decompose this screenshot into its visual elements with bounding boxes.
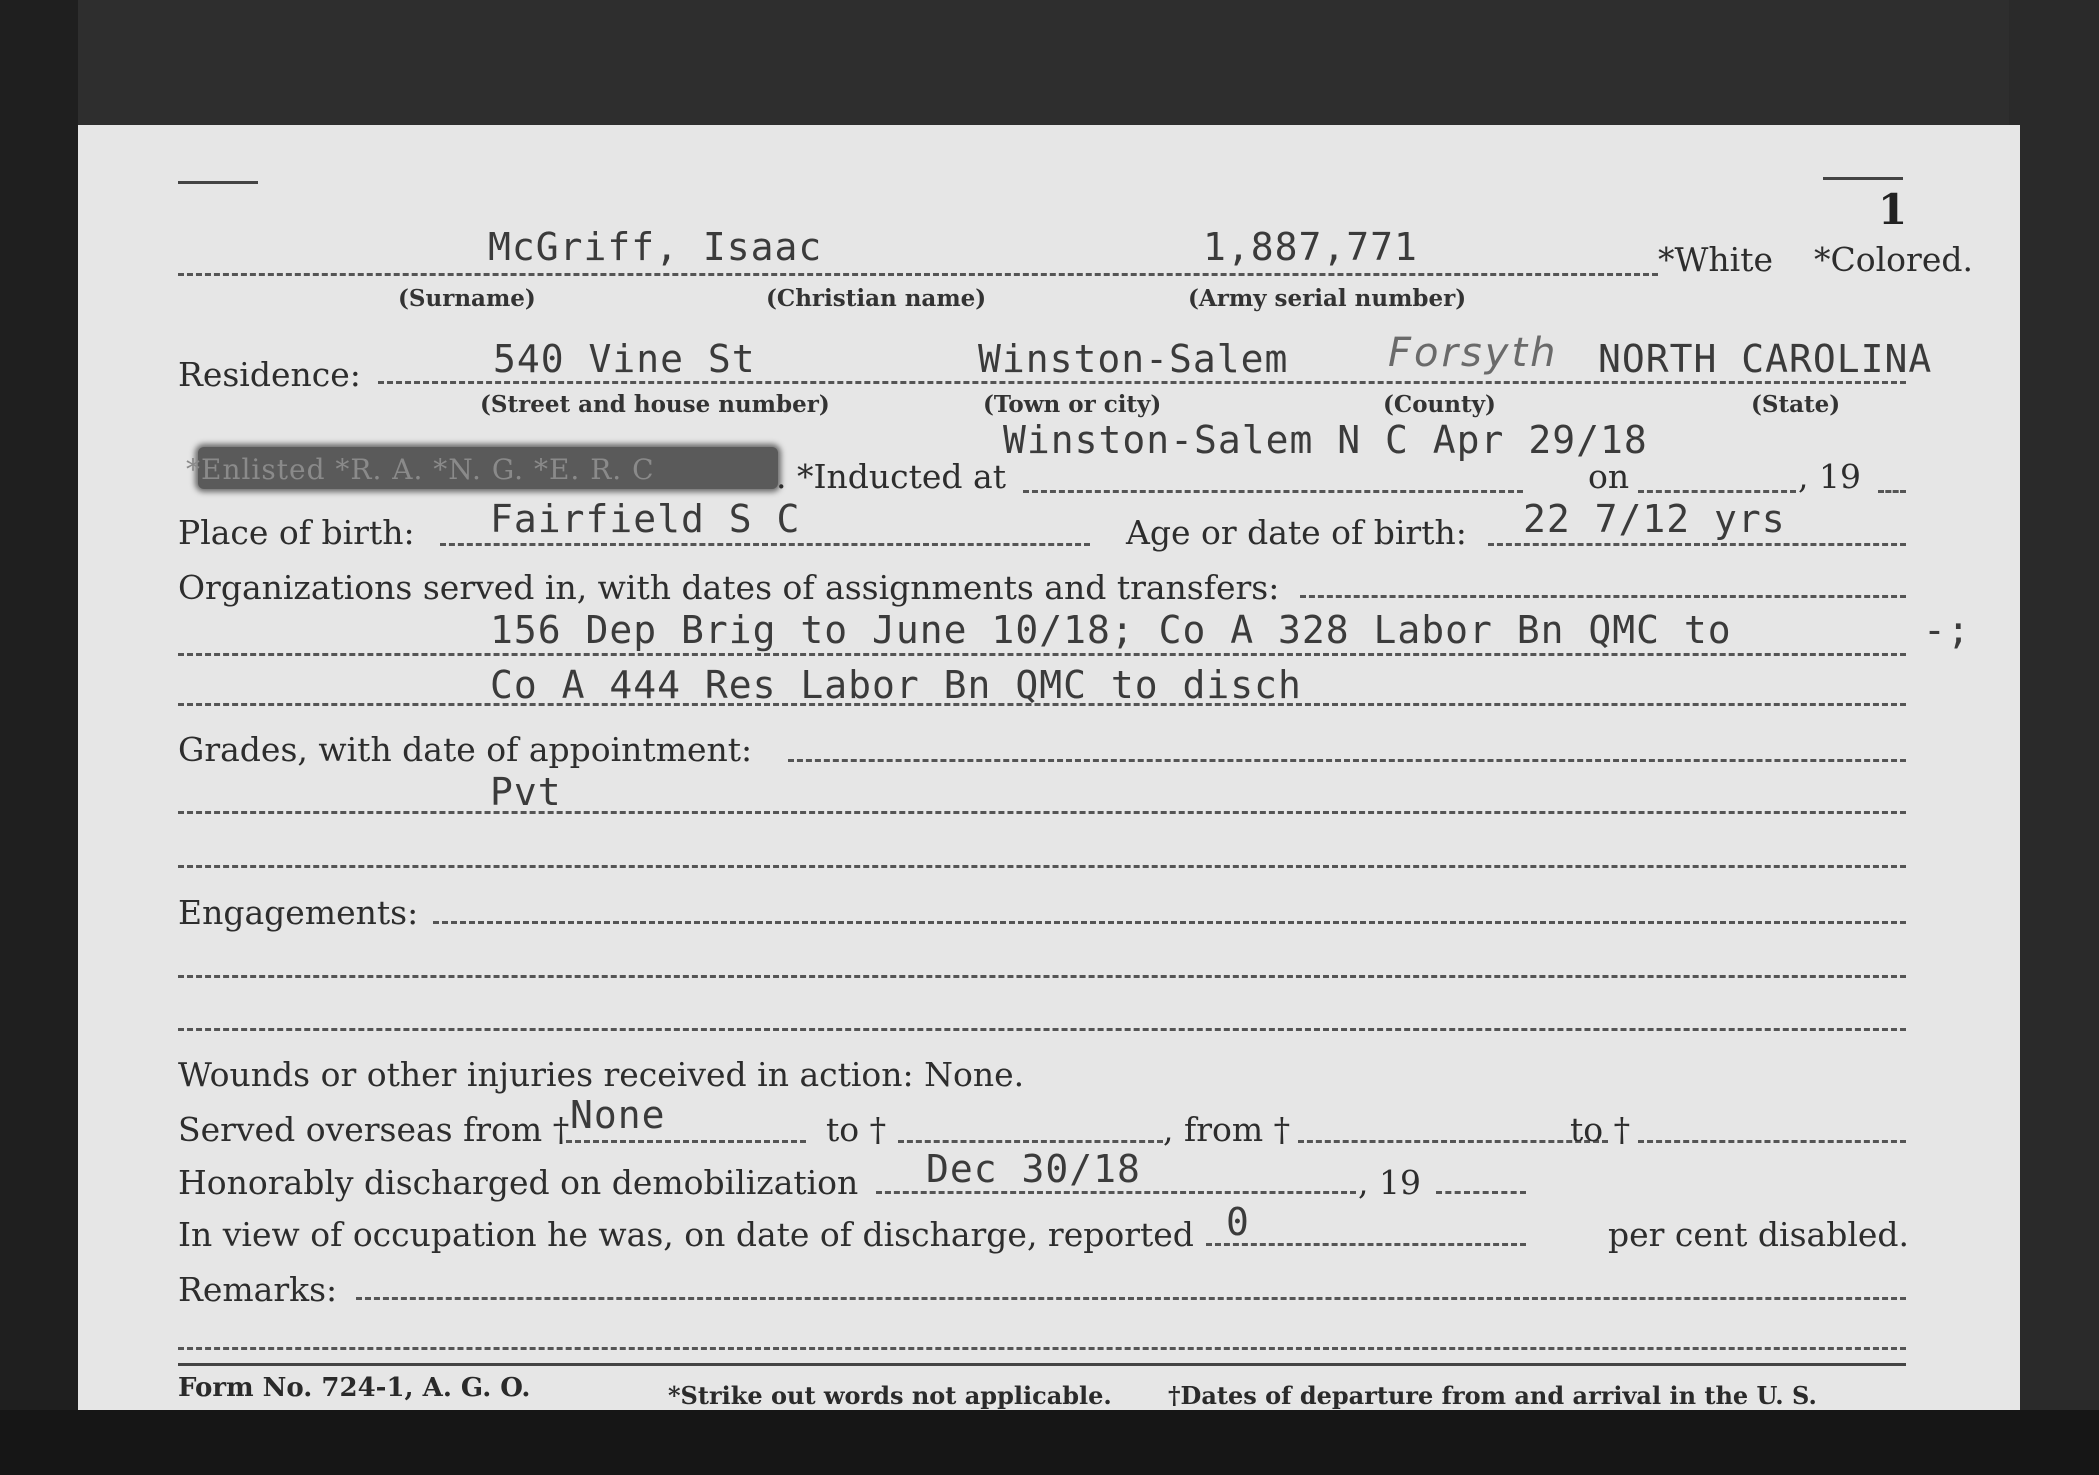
disability-label: In view of occupation he was, on date of discharge, reported — [178, 1215, 1194, 1254]
overseas-to2-line — [1638, 1140, 1906, 1143]
town-caption: (Town or city) — [983, 391, 1162, 418]
grades-label: Grades, with date of appointment: — [178, 730, 753, 769]
overseas-from2-label: , from † — [1163, 1110, 1291, 1149]
discharge-line — [876, 1191, 1356, 1194]
induction-place-date: Winston-Salem N C Apr 29/18 — [1003, 418, 1648, 462]
discharge-date: Dec 30/18 — [926, 1147, 1141, 1191]
top-right-rule — [1823, 177, 1903, 180]
place-of-birth-label: Place of birth: — [178, 513, 415, 552]
grades-rule-2 — [178, 865, 1906, 868]
residence-county: Forsyth — [1388, 330, 1559, 376]
serial-caption: (Army serial number) — [1188, 285, 1467, 312]
serial-value: 1,887,771 — [1203, 225, 1418, 269]
overseas-to-line — [898, 1140, 1163, 1143]
form-number: Form No. 724-1, A. G. O. — [178, 1373, 531, 1403]
inducted-at-line — [1023, 490, 1523, 493]
discharge-year-label: , 19 — [1358, 1163, 1421, 1202]
footer-rule — [178, 1363, 1906, 1366]
christian-name-caption: (Christian name) — [766, 285, 987, 312]
disability-value: 0 — [1226, 1200, 1250, 1244]
overseas-from-label: Served overseas from † — [178, 1110, 570, 1149]
scan-border-right — [2009, 0, 2099, 1475]
residence-line — [378, 381, 1906, 384]
scan-border-bottom — [0, 1410, 2099, 1475]
disability-suffix: per cent disabled. — [1608, 1215, 1910, 1254]
service-record-card — [78, 125, 2020, 1410]
inducted-on-line — [1638, 490, 1796, 493]
name-line — [178, 273, 1658, 276]
place-of-birth-line — [440, 543, 1090, 546]
remarks-rule-1 — [178, 1347, 1906, 1350]
surname-caption: (Surname) — [398, 285, 536, 312]
residence-town: Winston-Salem — [978, 337, 1289, 381]
organizations-line-1: 156 Dep Brig to June 10/18; Co A 328 Labor Bn QMC to — [490, 608, 1732, 652]
discharge-year-line — [1436, 1191, 1526, 1194]
street-caption: (Street and house number) — [480, 391, 830, 418]
top-left-rule — [178, 181, 258, 184]
age-label: Age or date of birth: — [1126, 513, 1467, 552]
engagements-rule-2 — [178, 1028, 1906, 1031]
grades-value: Pvt — [490, 770, 562, 814]
redacted-enlisted-options: *Enlisted *R. A. *N. G. *E. R. C — [186, 453, 655, 486]
inducted-at-label: . *Inducted at — [776, 457, 1006, 496]
age-line — [1488, 543, 1906, 546]
race-colored-label: *Colored. — [1814, 240, 1973, 279]
surname-value: McGriff, Isaac — [488, 225, 823, 269]
overseas-from-value: None — [570, 1093, 666, 1137]
remarks-label-line — [356, 1297, 1906, 1300]
overseas-from-line — [566, 1140, 806, 1143]
scan-border-top — [0, 0, 2099, 125]
wounds-label: Wounds or other injuries received in action: None. — [178, 1055, 1025, 1094]
footnote-dates: †Dates of departure from and arrival in the U. S. — [1168, 1381, 1817, 1410]
organizations-rule-1 — [178, 653, 1906, 656]
scan-border-left — [0, 0, 78, 1475]
residence-label: Residence: — [178, 355, 361, 394]
engagements-rule-1 — [178, 975, 1906, 978]
residence-street: 540 Vine St — [493, 337, 756, 381]
organizations-line-1-suffix: -; — [1923, 608, 1971, 652]
residence-state: NORTH CAROLINA — [1598, 337, 1933, 381]
organizations-rule-2 — [178, 703, 1906, 706]
overseas-to2-label: to † — [1570, 1110, 1631, 1149]
organizations-label: Organizations served in, with dates of assignments and transfers: — [178, 568, 1280, 607]
state-caption: (State) — [1751, 391, 1841, 418]
grades-rule-1 — [178, 811, 1906, 814]
disability-line — [1206, 1243, 1526, 1246]
discharge-label: Honorably discharged on demobilization — [178, 1163, 859, 1202]
organizations-label-line — [1300, 595, 1906, 598]
engagements-label-line — [433, 921, 1906, 924]
engagements-label: Engagements: — [178, 893, 419, 932]
inducted-on-label: on — [1588, 457, 1630, 496]
place-of-birth-value: Fairfield S C — [490, 497, 801, 541]
organizations-line-2: Co A 444 Res Labor Bn QMC to disch — [490, 663, 1302, 707]
grades-label-line — [788, 759, 1906, 762]
overseas-from2-line — [1298, 1140, 1608, 1143]
age-value: 22 7/12 yrs — [1523, 497, 1786, 541]
card-number: 1 — [1878, 185, 1908, 234]
overseas-to-label: to † — [826, 1110, 887, 1149]
footnote-strike-out: *Strike out words not applicable. — [668, 1381, 1112, 1410]
inducted-year-label: , 19 — [1798, 457, 1861, 496]
race-white-label: *White — [1658, 240, 1774, 279]
inducted-year-line — [1878, 490, 1906, 493]
remarks-label: Remarks: — [178, 1270, 338, 1309]
county-caption: (County) — [1383, 391, 1496, 418]
